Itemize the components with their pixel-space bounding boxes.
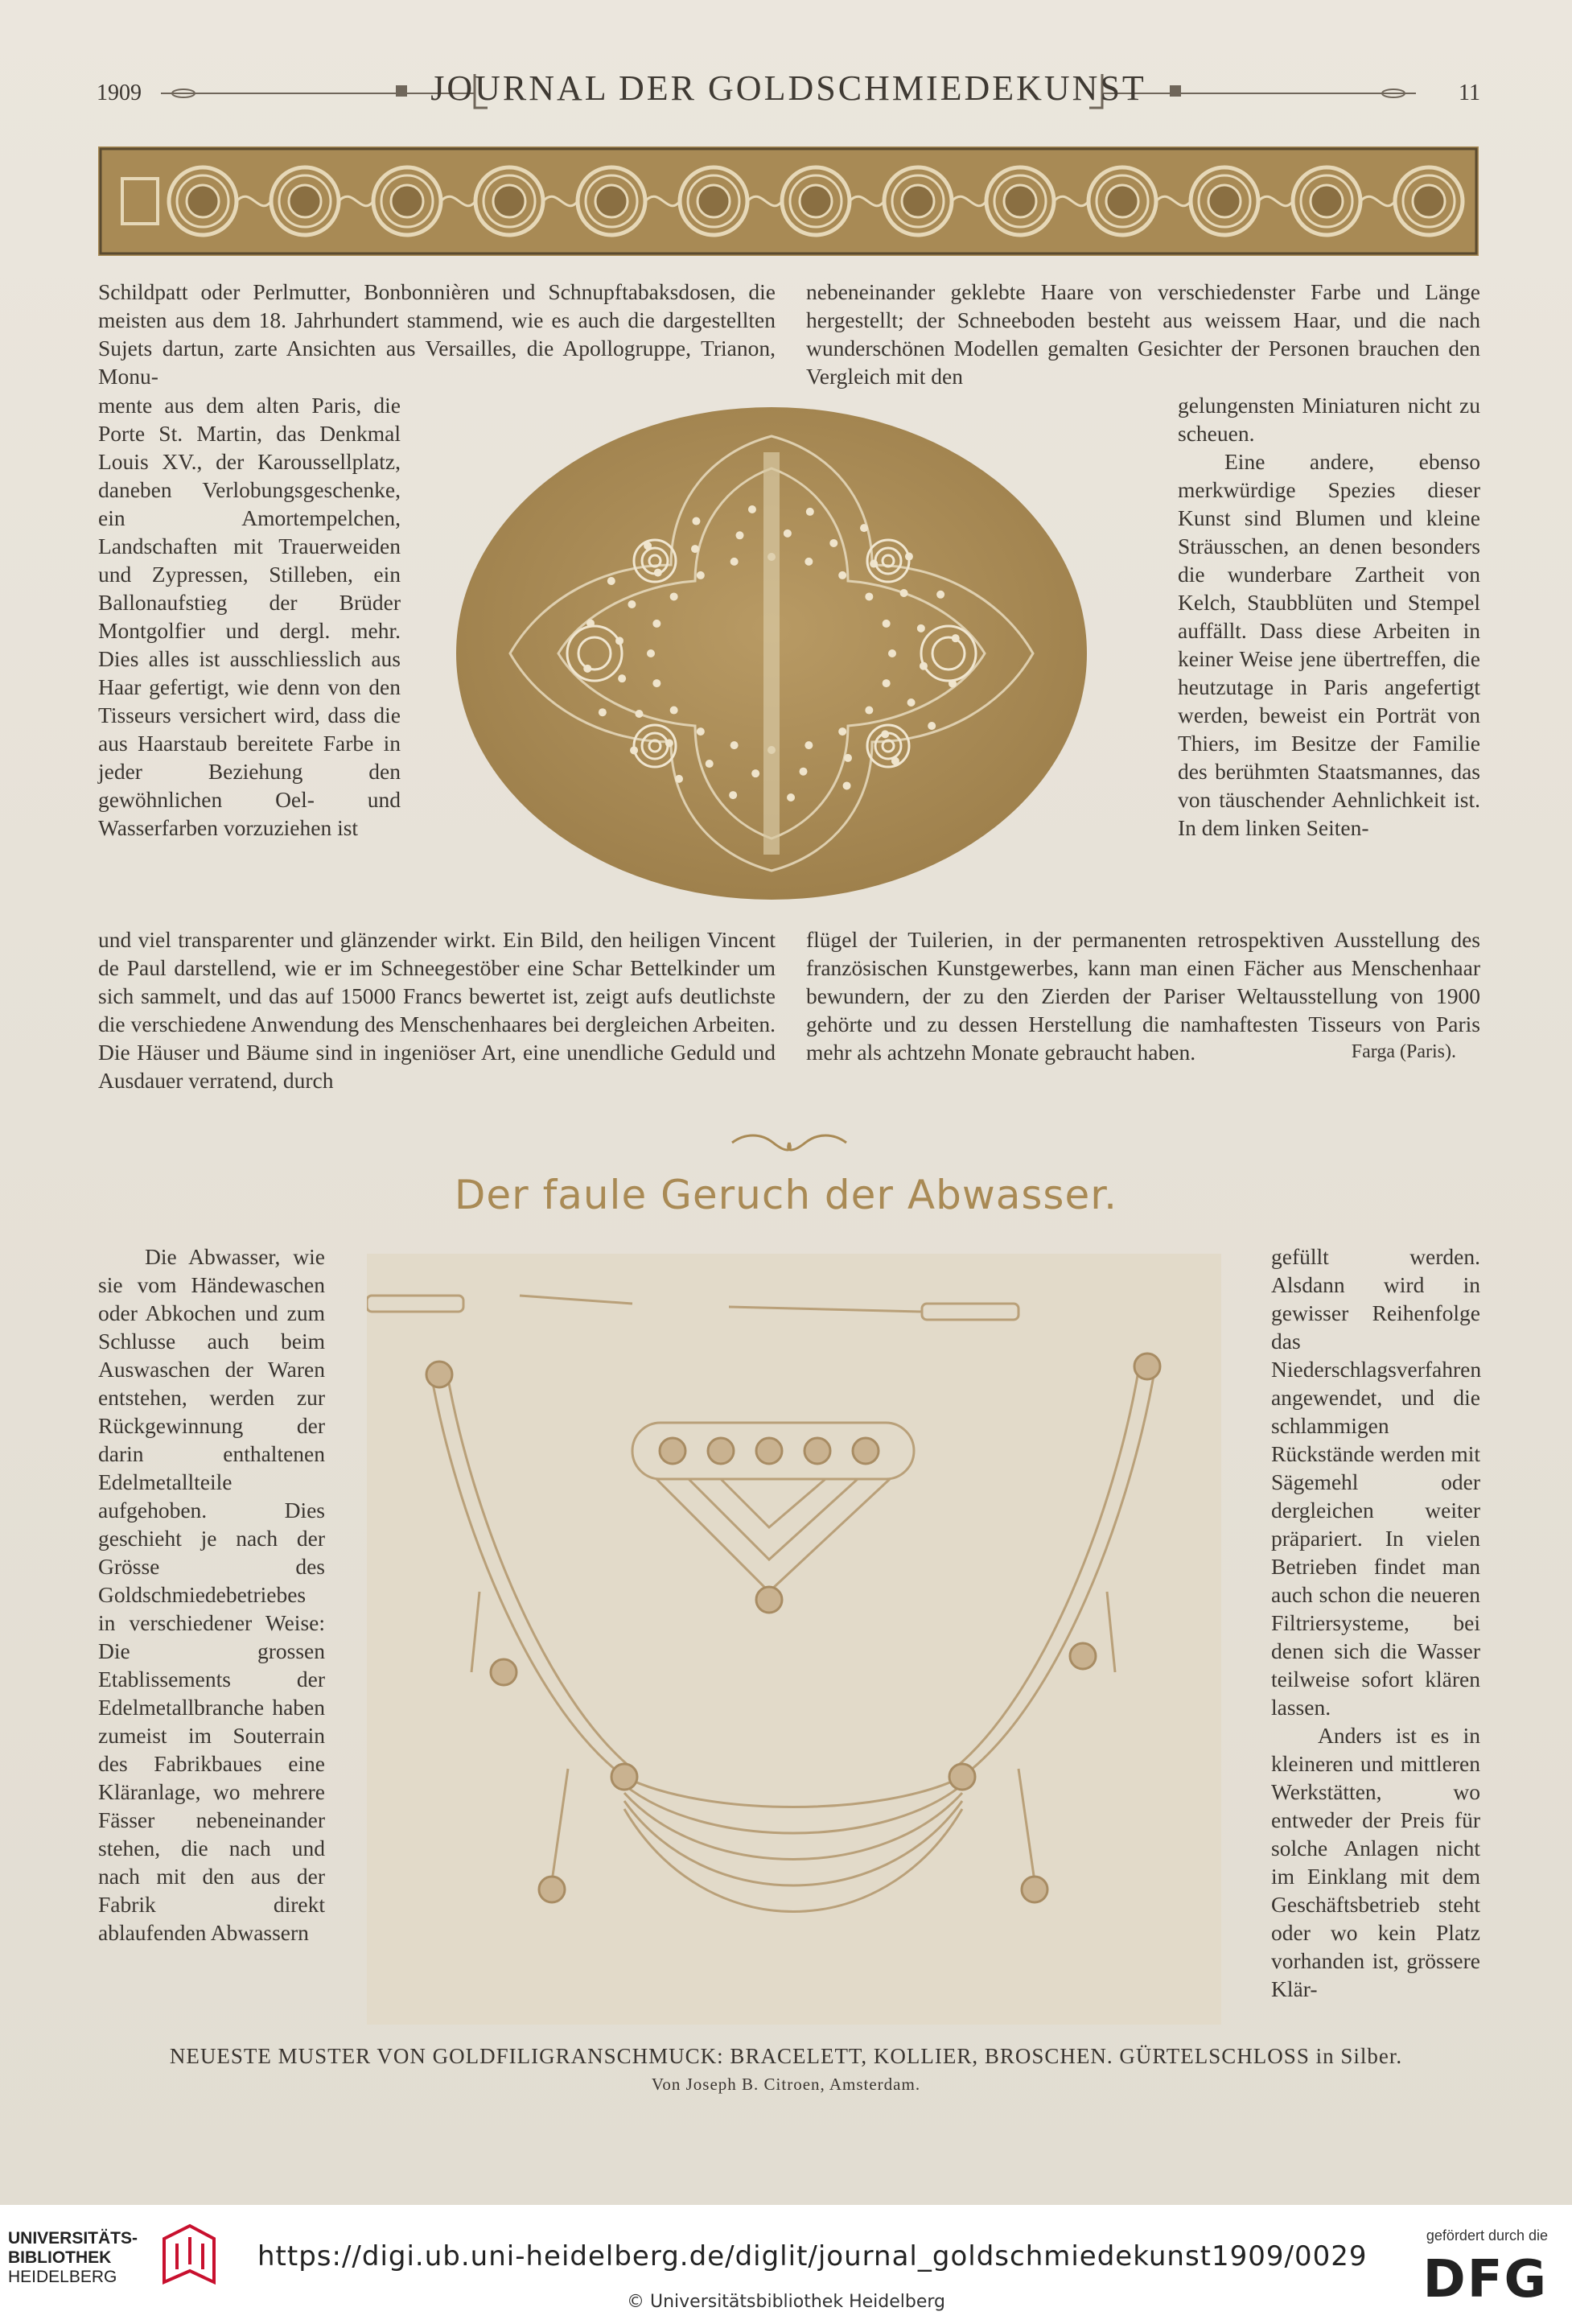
bracelet-rosette (1191, 167, 1258, 235)
article1-right-narrow (1178, 391, 1480, 842)
library-line: BIBLIOTHEK (8, 2248, 112, 2267)
paragraph: gelungensten Miniaturen nicht zu scheuen. (1178, 393, 1480, 446)
paragraph: Anders ist es in kleineren und mittleren Werkstätten, wo entweder der Preis für solche Anlagen nicht im Einklang mit dem Geschäftsbetrieb steht oder wo kein Platz vorhanden ist, grössere Klär- (1271, 1723, 1480, 2001)
article2-right-column (1271, 1242, 1480, 2003)
bracelet-rosette (884, 167, 952, 235)
necklace-drawing (367, 1254, 1221, 2025)
article1-left-narrow (98, 391, 401, 842)
paragraph: nebeneinander geklebte Haare von verschiedenster Farbe und Länge hergestellt; der Schneeboden besteht aus weissem Haar, und die nach wunderschönen Modellen gemalten Gesichter der Personen brauchen den Vergleich mit den (806, 279, 1480, 389)
bracelet-rosette (680, 167, 747, 235)
article-heading: Der faule Geruch der Abwasser. (454, 1172, 1118, 1218)
article1-left-bottom (98, 925, 776, 1094)
plate-caption: NEUESTE MUSTER VON GOLDFILIGRANSCHMUCK: BRACELETT, KOLLIER, BROSCHEN. GÜRTELSCHLOSS in Silber. (169, 2044, 1403, 2068)
article1-right-bottom (806, 925, 1480, 1066)
library-name (8, 2229, 138, 2287)
bracelet-rosette (1293, 167, 1360, 235)
bracelet-rosette (475, 167, 543, 235)
copyright-notice: © Universitätsbibliothek Heidelberg (626, 2292, 945, 2312)
paragraph: flügel der Tuilerien, in der permanenten retrospektiven Ausstellung des französischen Kunstgewerbes, kann man einen Fächer aus Menschenhaar bewundern, der zu den Zierden der Pariser Weltausstellung von 1900 gehörte und zu dessen Herstellung die namhaftesten Tisseurs von Paris mehr als achtzehn Monate gebraucht haben. (806, 927, 1480, 1065)
bracelet-rosette (986, 167, 1054, 235)
divider-ornament (729, 1133, 850, 1152)
bracelet-rosette (169, 167, 237, 235)
article1-right-top (806, 278, 1480, 390)
paragraph: Schildpatt oder Perlmutter, Bonbonnièren und Schnupftabaksdosen, die meisten aus dem 18. Jahrhundert stammend, wie es auch die dargestellten Sujets dartun, zarte Ansichten aus Versailles, die Apollogruppe, Trianon, Monu- (98, 279, 776, 389)
belt-buckle-illustration (454, 404, 1089, 903)
header-year: 1909 (97, 80, 142, 105)
article1-left-top (98, 278, 776, 390)
bracelet-rosette (578, 167, 645, 235)
bracelet-rosette (373, 167, 441, 235)
paragraph: Die Abwasser, wie sie vom Händewaschen oder Abkochen und zum Schlusse auch beim Auswaschen der Waren entstehen, werden zur Rückgewinnung der darin enthaltenen Edelmetallteile aufgehoben. Dies geschieht je nach der Grösse des Goldschmiedebetriebes in verschiedener Weise: Die grossen Etablissements der Edelmetallbranche haben zumeist im Souterrain des Fabrikbaues eine Kläranlage, wo mehrere Fässer nebeneinander stehen, die nach und nach mit den aus der Fabrik direkt ablaufenden Abwassern (98, 1244, 325, 1945)
running-header (97, 64, 1480, 121)
bracelet-drawing (98, 146, 1479, 256)
library-line: UNIVERSITÄTS- (8, 2229, 138, 2248)
library-line: HEIDELBERG (8, 2268, 117, 2286)
bracelet-rosette (1395, 167, 1463, 235)
permalink-url[interactable]: https://digi.ub.uni-heidelberg.de/diglit/journal_goldschmiedekunst1909/0029 (257, 2240, 1368, 2272)
dfg-logo: DFG (1422, 2250, 1548, 2310)
viewer-footer (0, 2205, 1572, 2324)
bracelet-rosette (1088, 167, 1156, 235)
paragraph: Eine andere, ebenso merkwürdige Spezies dieser Kunst sind Blumen und kleine Sträusschen, an denen besonders die wunderbare Zartheit von Kelch, Staubblüten und Stempel auffällt. Dass diese Arbeiten in keiner Weise jene übertreffen, die heutzutage in Paris angefertigt werden, beweist ein Porträt von Thiers, im Besitze der Familie des berühmten Staatsmannes, das von täuschender Aehnlichkeit ist. In dem linken Seiten- (1178, 449, 1480, 840)
funding-note: gefördert durch die (1426, 2227, 1548, 2244)
library-logo-icon (158, 2223, 220, 2285)
page-number: 11 (1459, 80, 1480, 105)
jewellery-photo-plate (367, 1254, 1221, 2025)
bracelet-rosette (782, 167, 850, 235)
bracelet-illustration (98, 146, 1479, 256)
author-signature: Farga (Paris). (1351, 1041, 1456, 1062)
paragraph: mente aus dem alten Paris, die Porte St. Martin, das Denkmal Louis XV., der Karoussellplatz, daneben Verlobungsgeschenke, ein Amortempelchen, Landschaften mit Trauerweiden und Zypressen, Stilleben, ein Ballonaufstieg der Brüder Montgolfier und dergl. mehr. Dies alles ist ausschliesslich aus Haar gefertigt, wie denn von den Tisseurs versichert wird, dass die aus Haarstaub bereitete Farbe in jeder Beziehung den gewöhnlichen Oel- und Wasserfarben vorzuziehen ist (98, 393, 401, 840)
journal-title: JOURNAL DER GOLDSCHMIEDEKUNST (430, 68, 1146, 108)
paragraph: und viel transparenter und glänzender wirkt. Ein Bild, den heiligen Vincent de Paul darstellend, wie er im Schneegestöber eine Schar Bettelkinder um sich sammelt, und das auf 15000 Francs bewertet ist, zeigt aufs deutlichste die verschiedene Anwendung des Menschenhaares bei dergleichen Arbeiten. Die Häuser und Bäume sind in ingeniöser Art, eine unendliche Geduld und Ausdauer verratend, durch (98, 927, 776, 1093)
paragraph: gefüllt werden. Alsdann wird in gewisser Reihenfolge das Niederschlagsverfahren angewendet, und die schlammigen Rückstände werden mit Sägemehl oder dergleichen weiter präpariert. In vielen Betrieben findet man auch schon die neueren Filtriersysteme, bei denen sich die Wasser teilweise sofort klären lassen. (1271, 1244, 1482, 1720)
article2-left-column (98, 1242, 325, 1947)
plate-credit: Von Joseph B. Citroen, Amsterdam. (651, 2075, 921, 2094)
bracelet-rosette (271, 167, 339, 235)
